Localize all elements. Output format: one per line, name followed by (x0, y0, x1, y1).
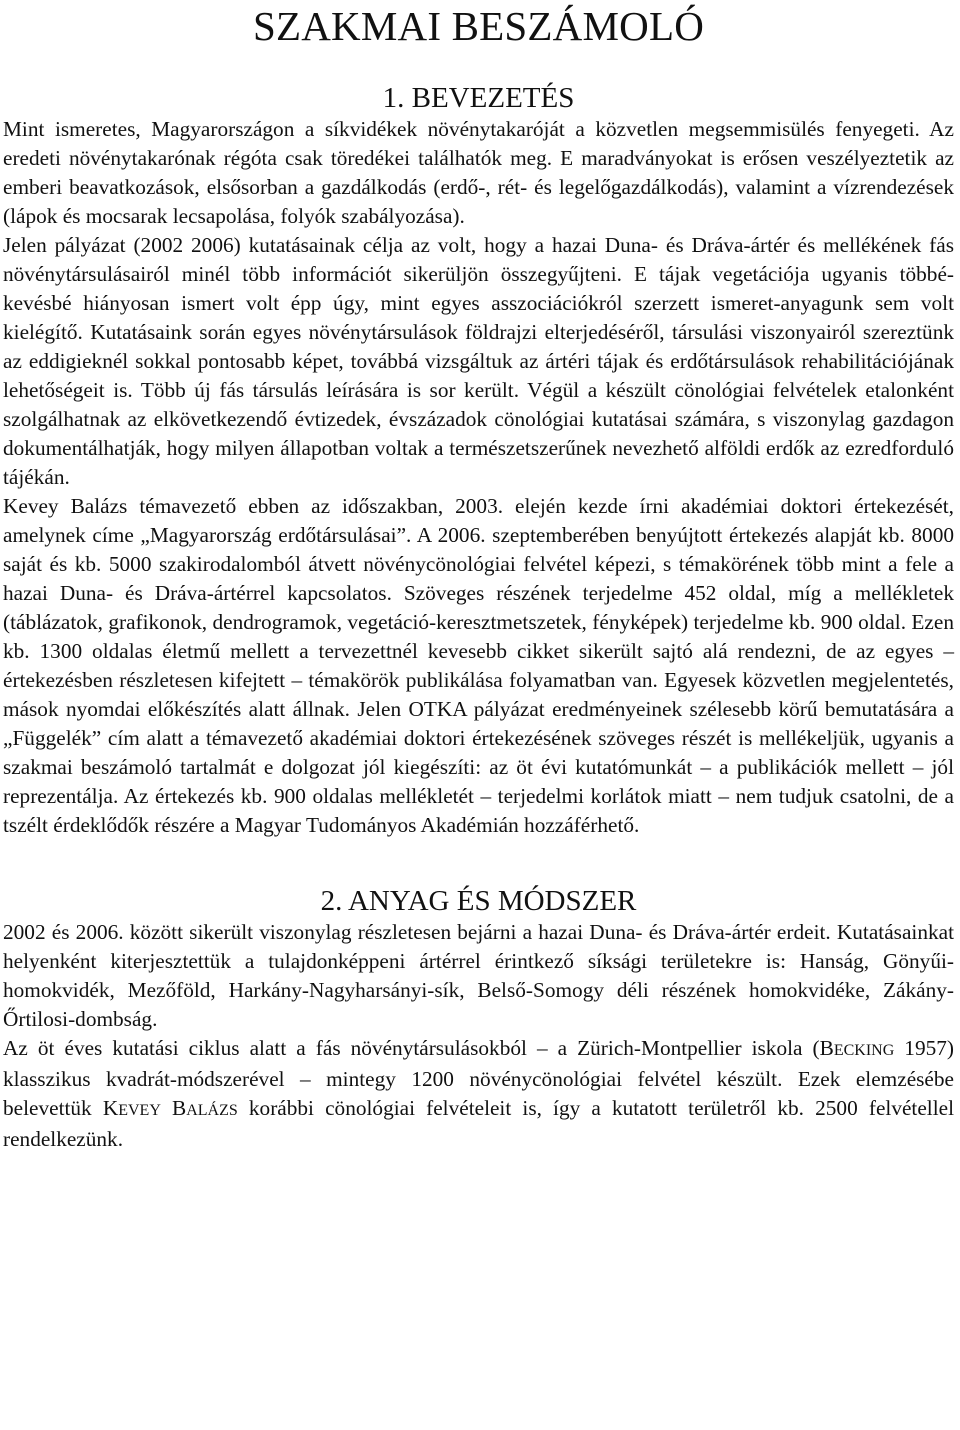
section-heading-materials-methods: 2. ANYAG ÉS MÓDSZER (320, 885, 637, 917)
text-run: 1957) klasszikus kvadrát-módszerével – mintegy 1200 növénycönológiai felvétel készült. Ezek elemzésébe belevettük K (3, 1036, 954, 1120)
text-run: korábbi cönológiai felvételeit is, így a kutatott területről kb. 2500 felvétellel rendelkezünk. (3, 1096, 954, 1151)
paragraph (3, 1034, 954, 1154)
section-heading-introduction: 1. BEVEZETÉS (382, 82, 575, 114)
small-caps-text: ECKING (833, 1042, 895, 1059)
text-run: Az öt éves kutatási ciklus alatt a fás növénytársulásokból – a Zürich-Montpellier iskola (B (3, 1036, 834, 1060)
document-title: SZAKMAI BESZÁMOLÓ (253, 3, 704, 49)
small-caps-text: ALÁZS (186, 1102, 238, 1119)
text-run: B (160, 1096, 187, 1120)
paragraph: Kevey Balázs témavezető ebben az időszakban, 2003. elején kezde írni akadémiai doktori értekezését, amelynek címe „Magyarország erdőtársulásai”. A 2006. szeptemberében benyújtott értekezés alapját kb. 8000 saját és kb. 5000 szakirodalomból átvett növénycönológiai felvétel képezi, s témakörének több mint a fele a hazai Duna- és Dráva-ártérrel kapcsolatos. Szöveges részének terjedelme 452 oldal, míg a mellékletek (táblázatok, grafikonok, dendrogramok, vegetáció-keresztmetszetek, fényképek) terjedelme kb. 900 oldal. Ezen kb. 1300 oldalas életmű mellett a tervezettnél kevesebb cikket sikerült sajtó alá rendezni, de az egyes – értekezésben részletesen kifejtett – témakörök publikálása folyamatban van. Egyesek közvetlen megjelentetés, mások nyomdai előkészítés alatt állnak. Jelen OTKA pályázat eredményeinek szélesebb körű bemutatására a „Függelék” cím alatt a témavezető akadémiai doktori értekezésének szöveges részét is mellékeljük, ugyanis a szakmai beszámoló tartalmát e dolgozat jól kiegészíti: az öt évi kutatómunkát – a publikációk mellett – jól reprezentálja. Az értekezés kb. 900 oldalas mellékletét – terjedelmi korlátok miatt – nem tudjuk csatolni, de a tszélt érdeklődők részére a Magyar Tudományos Akadémián hozzáférhető. (3, 494, 954, 837)
document-page (3, 0, 954, 1154)
paragraph: Jelen pályázat (2002 2006) kutatásainak célja az volt, hogy a hazai Duna- és Dráva-ártér és mellékének fás növénytársulásairól minél több információt sikerüljön összegyűjteni. E tájak vegetációja ugyanis többé-kevésbé hiányosan ismert volt épp úgy, mint egyes asszociációkról szerzett ismeret-anyagunk sem volt kielégítő. Kutatásaink során egyes növénytársulások földrajzi elterjedéséről, társulási viszonyairól szereztünk az eddigieknél sokkal pontosabb képet, továbbá vizsgáltuk az ártéri tájak és erdőtársulások rehabilitációjának lehetőségeit is. Több új fás társulás leírására is sor került. Végül a készült cönológiai felvételek etalonként szolgálhatnak az elkövetkezendő évtizedek, évszázadok cönológiai kutatásai számára, s viszonylag gazdagon dokumentálhatják, hogy milyen állapotban voltak a természetszerűnek nevezhető alföldi erdők az ezredforduló tájékán. (3, 233, 954, 489)
small-caps-text: EVEY (118, 1102, 161, 1119)
paragraph: Mint ismeretes, Magyarországon a síkvidékek növénytakaróját a közvetlen megsemmisülés fenyegeti. Az eredeti növénytakarónak régóta csak töredékei találhatók meg. E maradványokat is erősen veszélyeztetik az emberi beavatkozások, elsősorban a gazdálkodás (erdő-, rét- és legelőgazdálkodás), valamint a vízrendezések (lápok és mocsarak lecsapolása, folyók szabályozása). (3, 117, 954, 228)
paragraph: 2002 és 2006. között sikerült viszonylag részletesen bejárni a hazai Duna- és Dráva-ártér erdeit. Kutatásainkat helyenként kiterjesztettük a tulajdonképpeni ártérrel érintkező síksági területekre is: Hanság, Gönyűi-homokvidék, Mezőföld, Harkány-Nagyharsányi-sík, Belső-Somogy déli részének homokvidéke, Zákány-Őrtilosi-dombság. (3, 920, 954, 1031)
